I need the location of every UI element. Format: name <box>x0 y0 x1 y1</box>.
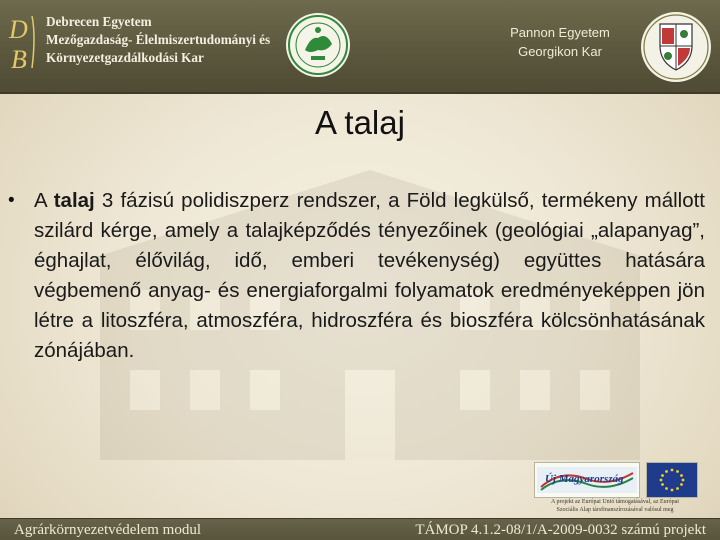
footer-bar <box>0 518 720 540</box>
footer-module-name: Agrárkörnyezetvédelem modul <box>14 522 202 538</box>
body-bold-term: talaj <box>53 189 95 212</box>
svg-text:D: D <box>9 15 28 44</box>
footer-project-id: TÁMOP 4.1.2-08/1/A-2009-0032 számú projekt <box>415 522 706 538</box>
uj-magyarorszag-logo <box>534 462 640 498</box>
right-institution-name <box>500 23 620 61</box>
funding-note <box>534 498 696 514</box>
header-banner <box>0 0 720 94</box>
left-institution-line-3: Környezetgazdálkodási Kar <box>46 50 204 65</box>
uj-magyarorszag-logo-icon <box>535 463 639 497</box>
svg-text:B: B <box>11 45 27 74</box>
funding-logos <box>534 462 696 518</box>
bullet-marker: • <box>8 190 15 211</box>
db-monogram-logo-icon <box>6 8 40 76</box>
uj-magyarorszag-text: Új Magyarország <box>545 473 624 485</box>
university-seal-icon <box>285 12 351 78</box>
left-institution-line-2: Mezőgazdaság- Élelmiszertudományi és <box>46 32 271 47</box>
georgikon-crest-icon <box>640 10 712 84</box>
funding-note-line-2: Szociális Alap társfinanszírozásával valósul meg <box>556 507 674 513</box>
left-institution-line-1: Debrecen Egyetem <box>46 14 152 29</box>
right-institution-line-2: Georgikon Kar <box>518 44 602 59</box>
left-institution-name <box>46 13 286 67</box>
right-institution-line-1: Pannon Egyetem <box>510 25 610 40</box>
definition-paragraph <box>34 186 705 366</box>
slide-title: A talaj <box>315 104 405 141</box>
eu-flag-icon <box>646 462 698 498</box>
body-prefix: A <box>34 189 54 212</box>
funding-note-line-1: A projekt az Európai Unió támogatásával, az Európai <box>551 499 679 505</box>
body-rest: 3 fázisú polidiszperz rendszer, a Föld legkülső, termékeny mállott szilárd kérge, amely a talajképződés tényezőinek (geológiai „alapanyag”, éghajlat, élővilág, idő, emberi tevékenység) együttes hatására végbemenő anyag- és energiaforgalmi folyamatok eredményeképpen jön létre a litoszféra, atmoszféra, hidroszféra és bioszféra kölcsönhatásának zónájában. <box>34 189 705 362</box>
